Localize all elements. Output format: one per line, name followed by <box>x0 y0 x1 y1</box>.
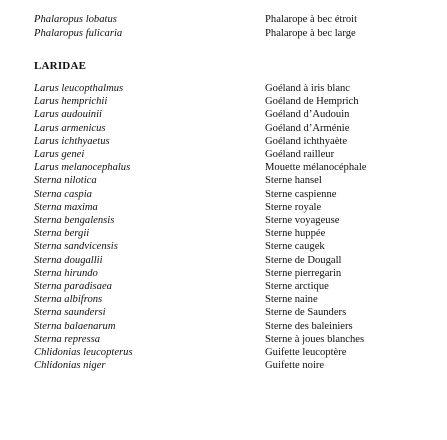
french-name: Sterne voyageuse <box>265 215 340 226</box>
scientific-name: Phalaropus fulicaria <box>34 28 123 39</box>
scientific-name: Larus armenicus <box>34 122 106 134</box>
scientific-name: Sterna albifrons <box>34 294 103 306</box>
french-name: Goéland de Hemprich <box>265 96 359 108</box>
species-row <box>0 13 447 26</box>
species-row <box>0 148 447 161</box>
species-row <box>0 108 447 121</box>
scientific-name: Sterna repressa <box>34 333 101 345</box>
french-name: Phalarope à bec étroit <box>265 14 358 25</box>
french-name: Goéland d’Arménie <box>265 122 350 134</box>
species-row <box>0 174 447 187</box>
species-row <box>0 359 447 372</box>
scientific-name: Sterna sandvicensis <box>34 241 118 253</box>
french-name: Goéland à iris blanc <box>265 83 351 94</box>
species-row <box>0 201 447 214</box>
species-row <box>0 122 447 135</box>
scientific-name: Larus leucopthalmus <box>34 83 124 94</box>
scientific-name: Larus hemprichii <box>34 96 108 108</box>
species-row <box>0 188 447 201</box>
species-row <box>0 240 447 253</box>
scientific-name: Larus genei <box>34 149 85 160</box>
species-row <box>0 267 447 280</box>
scientific-name: Sterna paradisaea <box>34 281 112 292</box>
scientific-name: Larus ichthyaetus <box>34 135 110 147</box>
french-name: Guifette leucoptère <box>265 347 347 358</box>
french-name: Sterne de Dougall <box>265 254 342 266</box>
species-row <box>0 135 447 148</box>
scientific-name: Sterna caspia <box>34 188 92 200</box>
species-row <box>0 254 447 267</box>
species-row <box>0 306 447 319</box>
french-name: Sterne royale <box>265 201 322 213</box>
french-name: Sterne naine <box>265 294 318 306</box>
french-name: Sterne huppée <box>265 228 326 240</box>
scientific-name: Sterna nilotica <box>34 175 97 187</box>
scientific-name: Sterna bengalensis <box>34 215 115 226</box>
french-name: Sterne hansel <box>265 175 322 187</box>
species-row <box>0 227 447 240</box>
species-row <box>0 95 447 108</box>
french-name: Phalarope à bec large <box>265 28 356 39</box>
scientific-name: Larus melanocephalus <box>34 162 131 174</box>
french-name: Guifette noire <box>265 360 325 372</box>
scientific-name: Sterna bergii <box>34 228 90 240</box>
scientific-name: Chlidonias leucopterus <box>34 347 133 358</box>
species-row <box>0 320 447 333</box>
french-name: Sterne à joues blanches <box>265 333 365 345</box>
family-heading: LARIDAE <box>34 60 87 72</box>
species-row <box>0 214 447 227</box>
french-name: Goéland d’Audouin <box>265 109 350 121</box>
species-row <box>0 82 447 95</box>
french-name: Sterne des baleiniers <box>265 320 353 332</box>
french-name: Mouette mélanocéphale <box>265 162 367 174</box>
scientific-name: Larus audouinii <box>34 109 102 121</box>
species-row <box>0 280 447 293</box>
species-row <box>0 27 447 40</box>
species-row <box>0 293 447 306</box>
scientific-name: Chlidonias niger <box>34 360 106 372</box>
scientific-name: Sterna balaenarum <box>34 320 116 332</box>
scientific-name: Sterna hirundo <box>34 267 98 279</box>
scientific-name: Sterna saundersi <box>34 307 106 319</box>
french-name: Sterne pierregarin <box>265 267 342 279</box>
species-row <box>0 333 447 346</box>
french-name: Sterne caspienne <box>265 188 337 200</box>
scientific-name: Sterna dougallii <box>34 254 103 266</box>
french-name: Sterne de Saunders <box>265 307 347 319</box>
scientific-name: Sterna maxima <box>34 201 98 213</box>
french-name: Goéland ichthyaète <box>265 135 348 147</box>
species-row <box>0 161 447 174</box>
species-row <box>0 346 447 359</box>
scientific-name: Phalaropus lobatus <box>34 14 117 25</box>
french-name: Sterne arctique <box>265 281 329 292</box>
french-name: Sterne caugek <box>265 241 325 253</box>
french-name: Goéland railleur <box>265 149 335 160</box>
